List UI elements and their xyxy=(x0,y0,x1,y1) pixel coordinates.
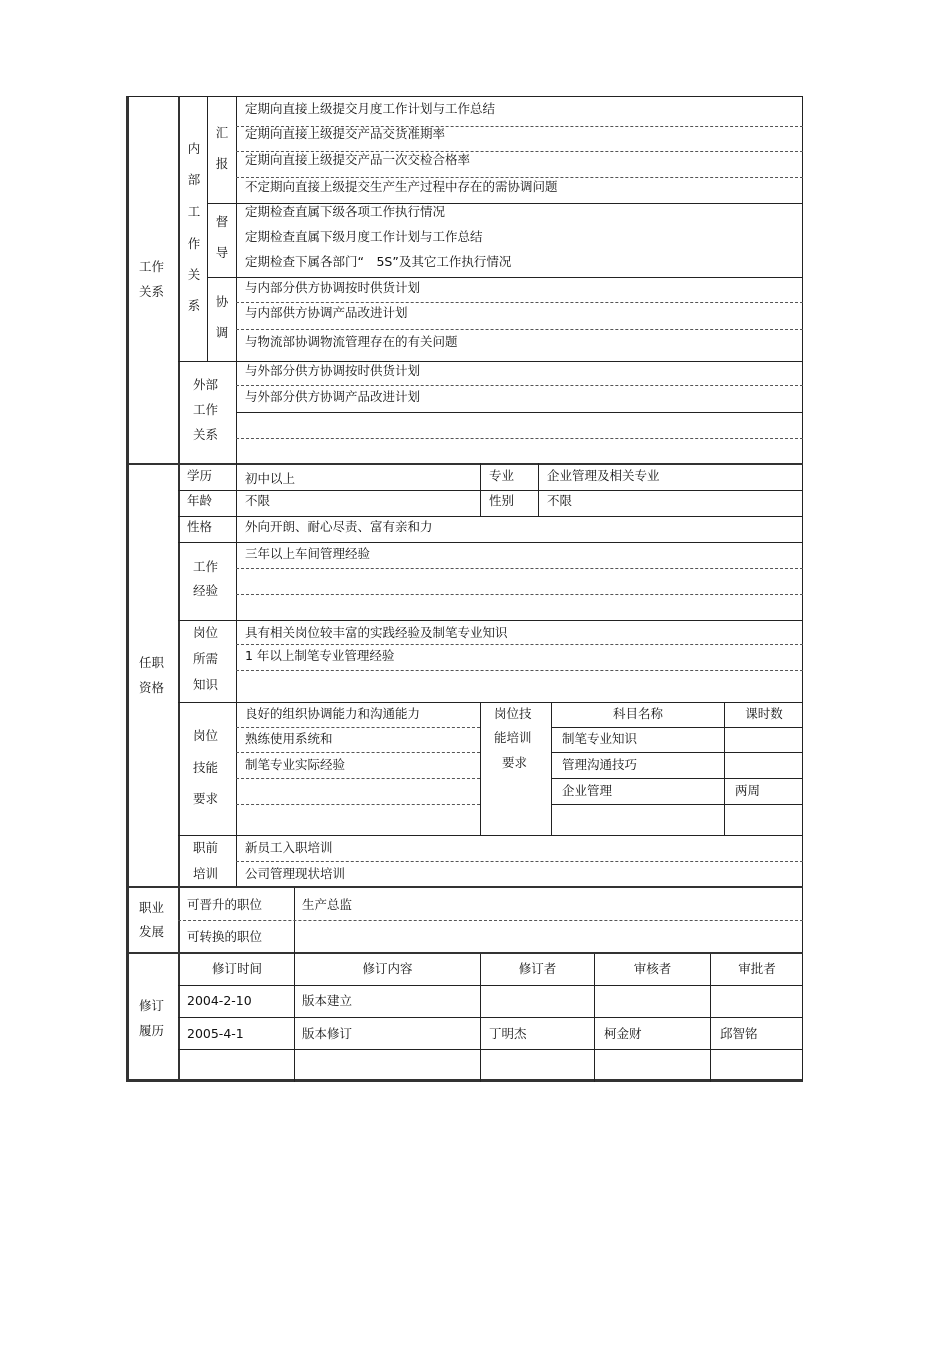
training-header-subject: 科目名称 xyxy=(612,706,663,721)
section-label-qualification-2: 资格 xyxy=(139,680,165,695)
revision-cell: 版本修订 xyxy=(302,1026,353,1041)
row-divider xyxy=(236,568,803,569)
group-divider xyxy=(207,277,803,278)
coordinate-item: 与内部供方协调产品改进计划 xyxy=(245,305,408,320)
revision-cell: 版本建立 xyxy=(302,993,353,1008)
cell-divider xyxy=(480,702,481,835)
row-divider xyxy=(236,329,803,330)
section-divider xyxy=(126,886,803,888)
revision-header: 修订者 xyxy=(518,961,557,976)
row-divider xyxy=(178,1049,803,1050)
promote-label: 可晋升的职位 xyxy=(187,897,263,912)
section-label-revision-1: 修订 xyxy=(139,998,165,1013)
row-divider xyxy=(551,752,803,753)
section-label-revision-2: 履历 xyxy=(139,1023,165,1038)
section-label-career-1: 职业 xyxy=(139,900,165,915)
internal-label-char: 部 xyxy=(187,172,201,187)
section-label-work-relations-1: 工作 xyxy=(139,259,165,274)
internal-label-char: 系 xyxy=(187,298,201,313)
section-label-career-2: 发展 xyxy=(139,924,165,939)
row-divider xyxy=(551,778,803,779)
skill-label: 要求 xyxy=(193,791,219,806)
skill-label: 技能 xyxy=(193,760,219,775)
supervise-item: 定期检查下属各部门“ 5S”及其它工作执行情况 xyxy=(245,254,512,269)
row-divider xyxy=(236,594,803,595)
internal-label-char: 内 xyxy=(187,141,201,156)
row-divider xyxy=(236,177,803,178)
content-divider xyxy=(236,463,237,886)
external-item: 与外部分供方协调产品改进计划 xyxy=(245,389,421,404)
pre-job-item: 新员工入职培训 xyxy=(245,840,333,855)
pre-job-label: 培训 xyxy=(193,866,219,881)
revision-cell: 邱智铭 xyxy=(720,1026,758,1041)
experience-item: 三年以上车间管理经验 xyxy=(245,546,371,561)
revision-header: 修订时间 xyxy=(211,961,262,976)
training-subject: 制笔专业知识 xyxy=(562,731,638,746)
coordinate-item: 与物流部协调物流管理存在的有关问题 xyxy=(245,334,458,349)
row-divider xyxy=(236,752,480,753)
pre-job-item: 公司管理现状培训 xyxy=(245,866,346,881)
experience-label: 经验 xyxy=(193,583,219,598)
row-divider xyxy=(236,302,803,303)
supervise-label-char: 督 xyxy=(215,214,229,229)
knowledge-label: 岗位 xyxy=(193,625,219,640)
skill-item: 制笔专业实际经验 xyxy=(245,757,346,772)
external-item: 与外部分供方协调按时供货计划 xyxy=(245,363,421,378)
external-label: 关系 xyxy=(193,427,219,442)
internal-label-char: 作 xyxy=(187,236,201,251)
education-label: 学历 xyxy=(187,468,213,483)
supervise-label-char: 导 xyxy=(215,245,229,260)
experience-label: 工作 xyxy=(193,559,219,574)
promote-value: 生产总监 xyxy=(302,897,353,912)
row-divider xyxy=(236,438,803,439)
revision-cell: 丁明杰 xyxy=(489,1026,527,1041)
revision-header: 修订内容 xyxy=(362,961,413,976)
knowledge-item: 具有相关岗位较丰富的实践经验及制笔专业知识 xyxy=(245,625,508,640)
row-divider xyxy=(551,804,803,805)
row-divider xyxy=(178,920,803,921)
skill-label: 岗位 xyxy=(193,728,219,743)
pre-job-label: 职前 xyxy=(193,840,219,855)
revision-header: 审核者 xyxy=(633,961,672,976)
report-item: 定期向直接上级提交产品交货准期率 xyxy=(245,126,446,141)
external-label: 外部 xyxy=(193,377,219,392)
cell-divider xyxy=(551,702,552,835)
row-divider xyxy=(236,670,803,671)
row-divider xyxy=(178,1017,803,1018)
knowledge-label: 知识 xyxy=(193,677,219,692)
education-value: 初中以上 xyxy=(245,471,296,486)
row-divider xyxy=(178,542,803,543)
major-value: 企业管理及相关专业 xyxy=(547,468,660,483)
row-divider xyxy=(236,644,803,645)
row-divider xyxy=(236,727,480,728)
external-label: 工作 xyxy=(193,402,219,417)
revision-header: 审批者 xyxy=(738,961,776,976)
age-label: 年龄 xyxy=(187,493,213,508)
training-label: 要求 xyxy=(502,755,528,770)
row-divider xyxy=(236,804,480,805)
section-label-qualification-1: 任职 xyxy=(139,655,165,670)
row-divider xyxy=(236,385,803,386)
report-item: 定期向直接上级提交月度工作计划与工作总结 xyxy=(245,101,496,116)
row-divider xyxy=(178,835,803,836)
age-value: 不限 xyxy=(245,493,271,508)
row-divider xyxy=(178,985,803,986)
training-subject: 企业管理 xyxy=(562,783,613,798)
row-divider xyxy=(236,861,803,862)
row-divider xyxy=(178,490,803,491)
personality-value: 外向开朗、耐心尽责、富有亲和力 xyxy=(245,519,433,534)
training-label: 岗位技 xyxy=(494,706,532,721)
internal-label-char: 工 xyxy=(187,204,201,219)
major-label: 专业 xyxy=(489,468,515,483)
section-divider xyxy=(126,952,803,954)
internal-label-char: 关 xyxy=(187,267,201,282)
revision-cell: 2005-4-1 xyxy=(187,1026,244,1041)
report-item: 定期向直接上级提交产品一次交检合格率 xyxy=(245,152,471,167)
coordinate-label-char: 调 xyxy=(215,325,229,340)
supervise-item: 定期检查直属下级月度工作计划与工作总结 xyxy=(245,229,483,244)
personality-label: 性格 xyxy=(187,519,213,534)
row-divider xyxy=(236,412,803,413)
section-label-work-relations-2: 关系 xyxy=(139,284,165,299)
knowledge-label: 所需 xyxy=(193,651,219,666)
report-label-char: 报 xyxy=(215,156,229,171)
training-label: 能培训 xyxy=(494,730,532,745)
transfer-label: 可转换的职位 xyxy=(187,929,263,944)
knowledge-item: 1 年以上制笔专业管理经验 xyxy=(245,648,395,663)
cell-divider xyxy=(724,702,725,835)
section-divider xyxy=(126,463,803,465)
gender-label: 性别 xyxy=(489,493,515,508)
skill-item: 熟练使用系统和 xyxy=(245,731,333,746)
skill-item: 良好的组织协调能力和沟通能力 xyxy=(245,706,421,721)
row-divider xyxy=(178,620,803,621)
label-column-divider xyxy=(178,96,180,1082)
training-header-hours: 课时数 xyxy=(745,706,783,721)
internal-sub-divider xyxy=(207,96,208,362)
row-divider xyxy=(551,727,803,728)
row-divider xyxy=(178,516,803,517)
report-label-char: 汇 xyxy=(215,125,229,140)
coordinate-label-char: 协 xyxy=(215,294,229,309)
row-divider xyxy=(236,778,480,779)
coordinate-item: 与内部分供方协调按时供货计划 xyxy=(245,280,421,295)
supervise-item: 定期检查直属下级各项工作执行情况 xyxy=(245,204,446,219)
training-subject: 管理沟通技巧 xyxy=(562,757,638,772)
group-divider xyxy=(178,361,803,362)
gender-value: 不限 xyxy=(547,493,573,508)
report-item: 不定期向直接上级提交生产生产过程中存在的需协调问题 xyxy=(245,179,558,194)
training-hours: 两周 xyxy=(735,783,761,798)
revision-cell: 柯金财 xyxy=(604,1026,642,1041)
revision-cell: 2004-2-10 xyxy=(187,993,252,1008)
row-divider xyxy=(178,702,803,703)
